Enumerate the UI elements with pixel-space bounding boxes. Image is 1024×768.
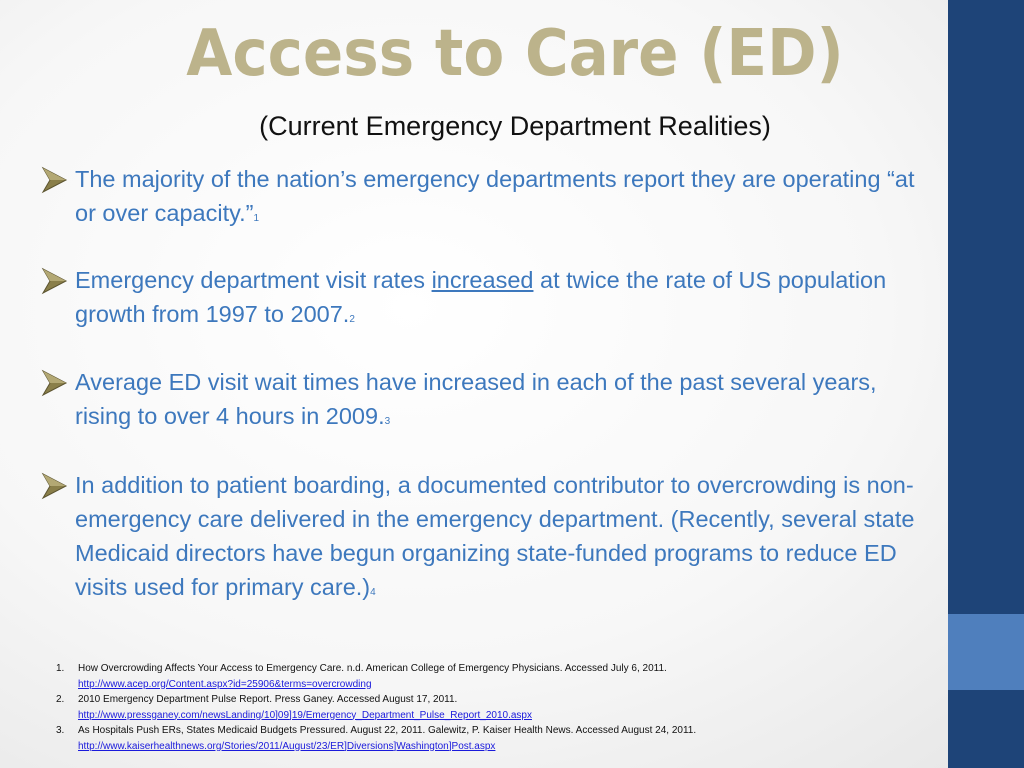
reference-marker: 2 bbox=[349, 314, 355, 325]
reference-item bbox=[56, 661, 936, 692]
reference-number: 2. bbox=[56, 694, 65, 705]
bullet-item bbox=[40, 365, 925, 439]
bullet-text: In addition to patient boarding, a documented contributor to overcrowding is non-emergency care delivered in the emergency department. (Recently, several state Medicaid directors have begun organizing state-funded programs to reduce ED visits used for primary care.) bbox=[75, 472, 915, 600]
bullet-text: at twice the rate of US population growth from 1997 to 2007. bbox=[75, 267, 887, 327]
reference-marker: 4 bbox=[370, 587, 376, 598]
reference-link[interactable]: http://www.acep.org/Content.aspx?id=25906&terms=overcrowding bbox=[78, 678, 372, 690]
bullet-item bbox=[40, 162, 925, 236]
bullet-item bbox=[40, 468, 925, 610]
reference-citation: As Hospitals Push ERs, States Medicaid Budgets Pressured. August 22, 2011. Galewitz, P. Kaiser Health News. Accessed August 24, 2011. bbox=[78, 725, 697, 736]
bullet-item bbox=[40, 263, 925, 337]
reference-item bbox=[56, 723, 936, 754]
right-side-accent-block bbox=[948, 614, 1024, 690]
arrow-bullet-icon bbox=[40, 369, 68, 397]
reference-link[interactable]: http://www.kaiserhealthnews.org/Stories/2011/August/23/ER]Diversions]Washington]Post.aspx bbox=[78, 740, 496, 752]
reference-marker: 3 bbox=[384, 416, 391, 427]
slide-subtitle: (Current Emergency Department Realities) bbox=[259, 111, 771, 141]
reference-number: 1. bbox=[56, 663, 65, 674]
bullet-text: The majority of the nation’s emergency departments report they are operating “at or over capacity.” bbox=[75, 166, 915, 226]
arrow-bullet-icon bbox=[40, 472, 68, 500]
reference-item bbox=[56, 692, 936, 723]
reference-citation: How Overcrowding Affects Your Access to Emergency Care. n.d. American College of Emergency Physicians. Accessed July 6, 2011. bbox=[78, 663, 667, 674]
reference-link[interactable]: http://www.pressganey.com/newsLanding/10]09]19/Emergency_Department_Pulse_Report_2010.aspx bbox=[78, 709, 532, 721]
bullet-text: Average ED visit wait times have increased in each of the past several years, rising to over 4 hours in 2009. bbox=[75, 369, 877, 429]
bullet-text-underlined: increased bbox=[431, 267, 534, 293]
references-list bbox=[56, 661, 936, 754]
arrow-bullet-icon bbox=[40, 267, 68, 295]
reference-number: 3. bbox=[56, 725, 65, 736]
reference-citation: 2010 Emergency Department Pulse Report. Press Ganey. Accessed August 17, 2011. bbox=[78, 694, 458, 705]
slide-title: Access to Care (ED) bbox=[186, 17, 844, 91]
bullet-text: Emergency department visit rates bbox=[75, 267, 432, 293]
reference-marker: 1 bbox=[253, 213, 260, 224]
arrow-bullet-icon bbox=[40, 166, 68, 194]
